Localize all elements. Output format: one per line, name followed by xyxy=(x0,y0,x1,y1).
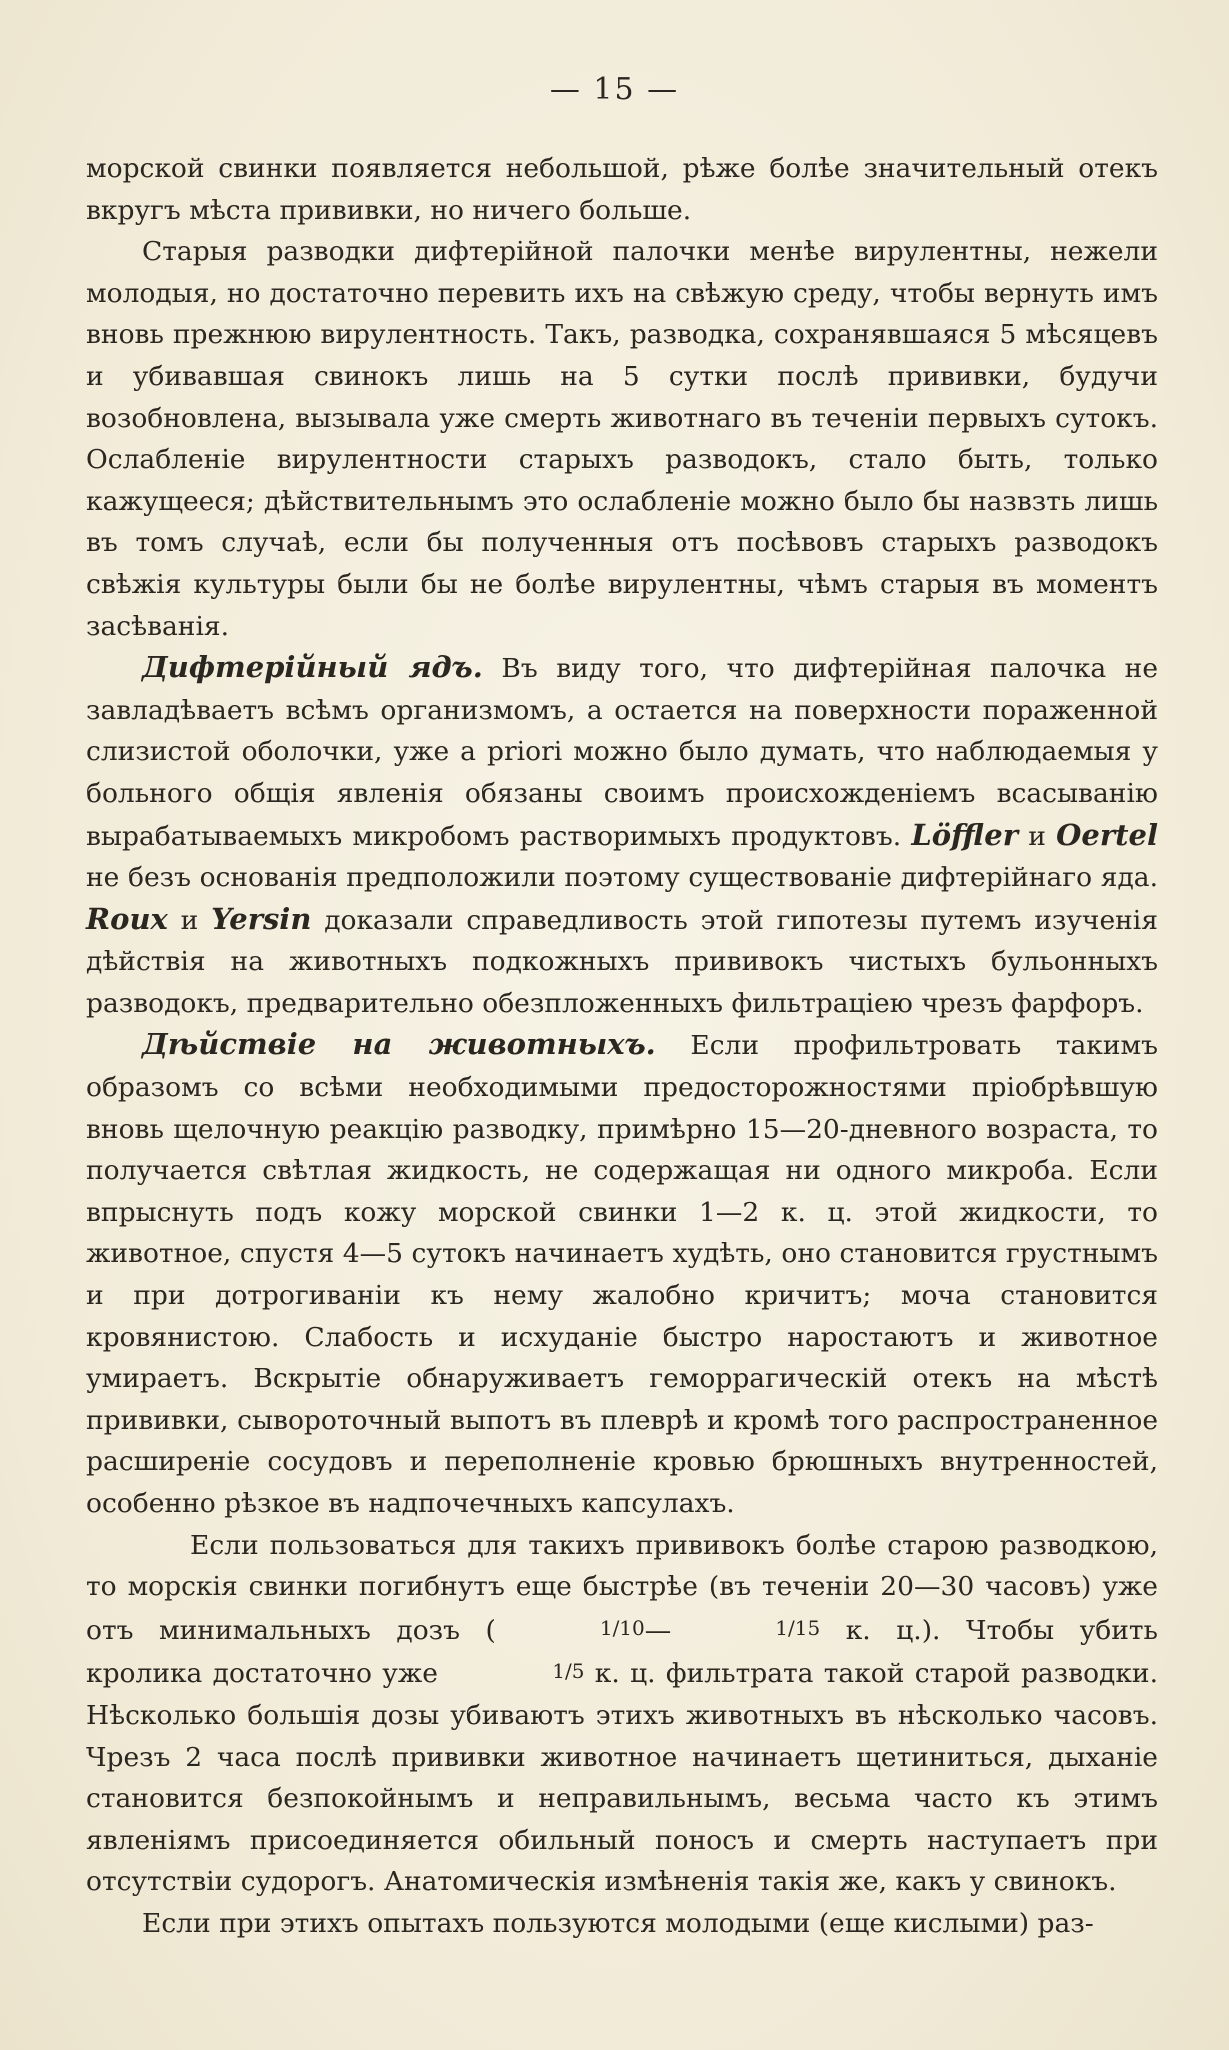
paragraph-1: морской свинки появляется небольшой, рѣже болѣе значительный отекъ вкругъ мѣста прививки, но ничего больше. xyxy=(86,153,1158,226)
paragraph-5-text-b: к. ц.). Чтобы убить кролика достаточно уже xyxy=(86,1614,1158,1690)
paragraph-4-text: Если профильтровать такимъ образомъ со всѣми необходимыми предосторожностями пріобрѣвшую вновь щелочную реакцію разводку, примѣрно 15—20-дневного возраста, то получается свѣтлая жидкость, не содержащая ни одного микроба. Если впрыснуть подъ кожу морской свинки 1—2 к. ц. этой жидкости, то животное, спустя 4—5 сутокъ начинаетъ худѣть, оно становится грустнымъ и при дотрогиваніи къ нему жалобно кричитъ; моча становится кровянистою. Слабость и исхуданіе быстро наростаютъ и животное умираетъ. Вскрытіе обнаруживаетъ геморрагическій отекъ на мѣстѣ прививки, сывороточный выпотъ въ плеврѣ и кромѣ того распространенное расширеніе сосудовъ и переполненіе кровью брюшныхъ внутренностей, особенно рѣзкое въ надпочечныхъ капсулахъ. xyxy=(86,1030,1158,1519)
paragraph-5-text-c: к. ц. фильтрата такой старой разводки. Нѣсколько большія дозы убиваютъ этихъ животныхъ въ нѣсколько часовъ. Чрезъ 2 часа послѣ прививки животное начинаетъ щетиниться, дыханіе становится безпокойнымъ и неправильнымъ, весьма часто къ этимъ явленіямъ присоединяется обильный поносъ и смерть наступаетъ при отсутствіи судорогъ. Анатомическія измѣненія такія же, какъ у свинокъ. xyxy=(86,1658,1158,1898)
paragraph-3 xyxy=(86,647,1158,1024)
paragraph-5 xyxy=(86,1525,1158,1903)
author-oertel: Oertel xyxy=(1056,817,1158,852)
paragraph-2: Старыя разводки дифтерійной палочки менѣе вирулентны, нежели молодыя, но достаточно перевить ихъ на свѣжую среду, чтобы вернуть имъ вновь прежнюю вирулентность. Такъ, разводка, сохранявшаяся 5 мѣсяцевъ и убивавшая свинокъ лишь на 5 сутки послѣ прививки, будучи возобновлена, вызывала уже смерть животнаго въ теченіи первыхъ сутокъ. Ослабленіе вирулентности старыхъ разводокъ, стало быть, только кажущееся; дѣйствительнымъ это ослабленіе можно было бы назвзть лишь въ томъ случаѣ, если бы полученныя отъ посѣвовъ старыхъ разводокъ свѣжія культуры были бы не болѣе вирулентны, чѣмъ старыя въ моментъ засѣванія. xyxy=(86,236,1158,642)
paragraph-5-text-a: Если пользоваться для такихъ прививокъ болѣе старою разводкою, то морскія свинки погибнутъ еще быстрѣе (въ теченіи 20—30 часовъ) уже отъ минимальныхъ дозъ ( xyxy=(86,1529,1158,1646)
paragraph-6: Если при этихъ опытахъ пользуются молодыми (еще кислыми) раз- xyxy=(142,1907,1094,1939)
page-number: — 15 — xyxy=(549,72,680,107)
paragraph-3-text-a: Въ виду того, что дифтерійная палочка не завладѣваетъ всѣмъ организмомъ, а остается на поверхности пораженной слизистой оболочки, уже a priori можно было думать, что наблюдаемыя у больного общія явленія обязаны своимъ происхожденіемъ всасыванію вырабатываемыхъ микробомъ растворимыхъ продуктовъ. xyxy=(86,653,1159,852)
author-loffler: Löffler xyxy=(911,817,1019,852)
body-text xyxy=(86,148,1158,1945)
author-yersin: Yersin xyxy=(211,901,312,936)
section-heading-diphtheria-toxin: Дифтерійный ядъ. xyxy=(142,650,483,685)
section-heading-effect-on-animals: Дѣйствіе на животныхъ. xyxy=(142,1027,656,1062)
paragraph-3-and-1: и xyxy=(1018,820,1057,852)
paragraph-4 xyxy=(86,1024,1158,1524)
paragraph-3-text-b: не безъ основанія предположили поэтому существованіе дифтерійнаго яда. xyxy=(86,862,1158,894)
fraction-one-fifteenth: 1/15 xyxy=(775,1615,821,1640)
author-roux: Roux xyxy=(86,901,168,936)
paragraph-3-and-2: и xyxy=(167,904,212,936)
fraction-one-tenth: 1/10 xyxy=(599,1615,645,1640)
paragraph-3-text-c: доказали справедливость этой гипотезы путемъ изученія дѣйствія на животныхъ подкожныхъ прививокъ чистыхъ бульонныхъ разводокъ, предварительно обезпложенныхъ фильтраціею чрезъ фарфоръ. xyxy=(86,904,1158,1019)
fraction-one-fifth: 1/5 xyxy=(552,1659,585,1684)
fraction-dash: — xyxy=(644,1614,672,1646)
